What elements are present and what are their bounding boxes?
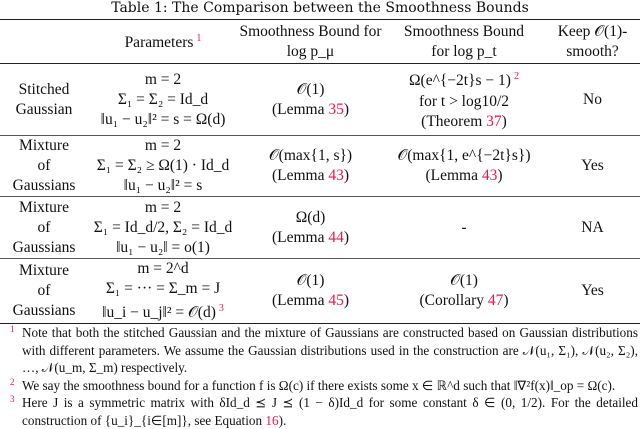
theorem-link[interactable]: 37 xyxy=(486,112,502,130)
row-pt: Ω(e^{−2t}s − 1) $^2$ for t > log10/2 (Theorem 37) xyxy=(409,71,519,130)
footnote: 1 Note that both the stitched Gaussian and the mixture of Gaussians are constructed based on Gaussian distributions with different parameters. We assume the Gaussian distributions used in the construction are 𝒩(u₁, Σ₁), 𝒩(u₂, Σ₂), …, 𝒩(u_m, Σ_m) respectively. xyxy=(10,324,638,375)
corollary-link[interactable]: 47 xyxy=(487,292,504,310)
row-params: m = 2 Σ₁ = Σ₂ = Id_d ‖u₁ − u₂‖² = s = Ω(d) xyxy=(100,70,226,128)
row-name: Mixture of Gaussians xyxy=(12,198,76,256)
lemma-link[interactable]: 43 xyxy=(328,167,344,184)
row-pmu: 𝒪(max{1, s}) (Lemma 43) xyxy=(268,147,353,184)
footnote-ref[interactable]: 2 xyxy=(513,71,519,83)
header-parameters: Parameters $^1$ xyxy=(124,33,202,52)
row-params: m = 2^d Σ₁ = ··· = Σ_m = J ‖u_i − u_j‖² = 𝒪(d) $^3$ xyxy=(102,260,224,322)
lemma-link[interactable]: 35 xyxy=(328,100,344,118)
row-name: Mixture of Gaussians xyxy=(12,262,76,320)
lemma-link[interactable]: 44 xyxy=(328,228,344,246)
table-row xyxy=(0,259,640,324)
row-name: Stitched Gaussian xyxy=(15,80,73,118)
header-log-pmu: Smoothness Bound for log p_μ xyxy=(239,22,382,60)
row-name: Mixture of Gaussians xyxy=(12,137,76,194)
row-keep: Yes xyxy=(581,157,604,174)
table-caption: Table 1: The Comparison between the Smoothness Bounds xyxy=(111,0,529,16)
header-log-pt: Smoothness Bound for log p_t xyxy=(403,22,525,60)
footnote-ref[interactable]: 3 xyxy=(218,303,224,314)
comparison-table xyxy=(0,19,640,324)
footnote-ref[interactable]: 1 xyxy=(196,33,202,45)
header-row xyxy=(0,20,640,64)
footnote: 2 We say the smoothness bound for a function f is Ω(c) if there exists some x ∈ ℝ^d such that ‖∇²f(x)‖_op = Ω(c). xyxy=(10,376,616,393)
footnote: 3 Here J is a symmetric matrix with δId_d ⪯ J ⪯ (1 − δ)Id_d for some constant δ ∈ (0, 1/2). For the detailed construction of {u_i}_{i∈[m]}, see Equation 16). xyxy=(10,394,638,428)
row-pt: - xyxy=(461,218,467,236)
row-pmu: Ω(d) (Lemma 44) xyxy=(271,208,350,246)
row-params: m = 2 Σ₁ = Id_d/2, Σ₂ = Id_d ‖u₁ − u₂‖ = o(1) xyxy=(93,198,233,256)
lemma-link[interactable]: 43 xyxy=(481,167,498,184)
table-row xyxy=(0,64,640,136)
row-pt: 𝒪(1) (Corollary 47) xyxy=(419,272,509,310)
table-row xyxy=(0,197,640,259)
row-keep: Yes xyxy=(581,282,604,300)
row-params: m = 2 Σ₁ = Σ₂ ≥ Ω(1) · Id_d ‖u₁ − u₂‖² = s xyxy=(96,137,230,194)
row-pmu: 𝒪(1) (Lemma 35) xyxy=(271,80,350,118)
lemma-link[interactable]: 45 xyxy=(328,292,344,310)
table-row xyxy=(0,136,640,197)
equation-link[interactable]: 16 xyxy=(265,412,279,428)
row-pmu: 𝒪(1) (Lemma 45) xyxy=(271,272,350,310)
footnotes xyxy=(10,324,638,429)
row-pt: 𝒪(max{1, e^{−2t}s}) (Lemma 43) xyxy=(397,147,531,184)
row-keep: NA xyxy=(581,218,604,236)
row-keep: No xyxy=(583,90,602,108)
header-keep-smooth: Keep 𝒪(1)- smooth? xyxy=(557,22,628,60)
